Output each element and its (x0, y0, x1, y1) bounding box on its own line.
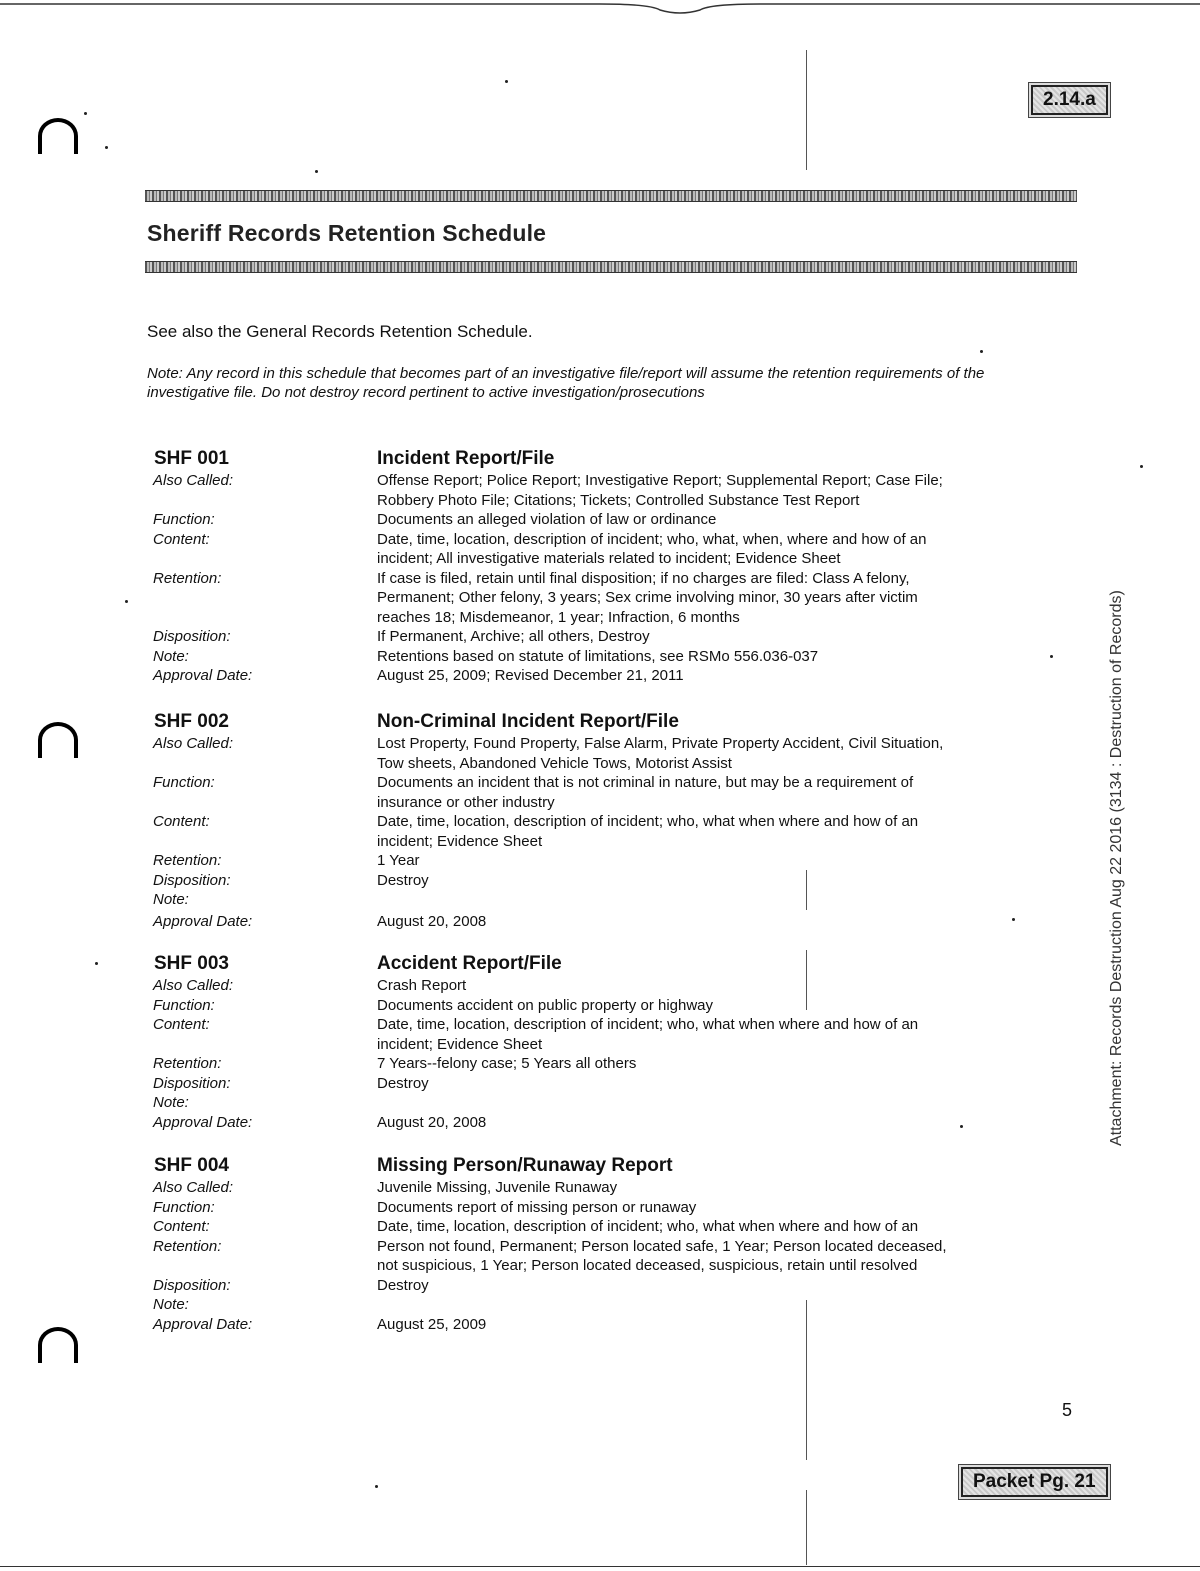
field-label: Note: (153, 647, 189, 665)
record-code: SHF 002 (154, 711, 229, 732)
field-value (377, 1093, 1017, 1113)
record-title: Non-Criminal Incident Report/File (377, 711, 679, 732)
field-label: Also Called: (153, 735, 234, 752)
scan-speck (375, 1485, 378, 1488)
field-value: Date, time, location, description of incident; who, what, when, where and how of an (377, 530, 927, 548)
record-shf-001 (147, 448, 1067, 686)
page-title: Sheriff Records Retention Schedule (147, 220, 547, 246)
scan-speck (95, 962, 98, 965)
record-title: Accident Report/File (377, 953, 562, 974)
header-rule-top (145, 190, 1077, 202)
packet-page-label: Packet Pg. 21 (961, 1467, 1108, 1497)
field-label: Function: (153, 774, 215, 791)
page-number: 5 (1062, 1400, 1073, 1420)
field-value: Destroy (377, 1276, 429, 1294)
field-value: Offense Report; Police Report; Investigative Report; Supplemental Report; Case File; (377, 472, 943, 489)
field-label: Note: (153, 1296, 189, 1313)
field-label: Function: (153, 511, 215, 528)
field-value: Crash Report (377, 977, 467, 994)
field-label: Content: (153, 1218, 210, 1235)
scan-speck (84, 112, 87, 115)
field-label: Function: (153, 996, 215, 1014)
field-label: Also Called: (153, 1179, 234, 1196)
field-value (377, 1295, 1017, 1315)
field-value: Date, time, location, description of incident; who, what when where and how of an (377, 1016, 919, 1033)
field-value: 1 Year (377, 852, 420, 869)
field-label: Content: (153, 1016, 210, 1033)
field-value: incident; Evidence Sheet (377, 832, 543, 850)
record-shf-003 (147, 953, 1067, 1132)
punch-hole-top (38, 118, 78, 154)
field-value: not suspicious, 1 Year; Person located deceased, suspicious, retain until resolved (377, 1257, 918, 1274)
field-value: August 25, 2009; Revised December 21, 2011 (377, 667, 684, 684)
field-value: incident; All investigative materials related to incident; Evidence Sheet (377, 550, 841, 567)
field-label: Disposition: (153, 1074, 231, 1092)
scan-speck (1140, 465, 1143, 468)
field-value: Retentions based on statute of limitations, see RSMo 556.036-037 (377, 647, 819, 665)
scan-speck (1050, 655, 1053, 658)
scan-speck (315, 170, 318, 173)
field-label: Disposition: (153, 1276, 231, 1294)
page-bottom-edge (0, 1566, 1200, 1567)
packet-page-badge (958, 1464, 1111, 1500)
field-value: Documents an alleged violation of law or ordinance (377, 511, 717, 528)
field-value: Documents report of missing person or runaway (377, 1198, 697, 1216)
record-code: SHF 003 (154, 953, 229, 974)
field-value: If Permanent, Archive; all others, Destroy (377, 628, 650, 645)
field-label: Approval Date: (153, 912, 253, 930)
field-value: reaches 18; Misdemeanor, 1 year; Infraction, 6 months (377, 608, 740, 626)
field-value: Robbery Photo File; Citations; Tickets; Controlled Substance Test Report (377, 491, 860, 509)
see-also-text: See also the General Records Retention Schedule. (147, 322, 533, 341)
field-value: Date, time, location, description of incident; who, what when where and how of an (377, 1218, 919, 1235)
field-value: Documents accident on public property or highway (377, 996, 714, 1014)
punch-hole-middle (38, 722, 78, 758)
field-label: Retention: (153, 569, 222, 587)
scan-speck (125, 600, 128, 603)
field-value: Person not found, Permanent; Person located safe, 1 Year; Person located deceased, (377, 1237, 947, 1255)
field-value: 7 Years--felony case; 5 Years all others (377, 1055, 637, 1072)
field-value: Destroy (377, 871, 429, 889)
record-shf-004 (147, 1155, 1067, 1334)
record-title: Incident Report/File (377, 448, 555, 469)
field-label: Approval Date: (153, 1113, 253, 1131)
field-label: Disposition: (153, 871, 231, 889)
field-value: Date, time, location, description of incident; who, what when where and how of an (377, 813, 919, 830)
field-value: Tow sheets, Abandoned Vehicle Tows, Motorist Assist (377, 754, 732, 772)
record-code: SHF 004 (154, 1155, 229, 1176)
field-label: Note: (153, 891, 189, 908)
field-value: If case is filed, retain until final disposition; if no charges are filed: Class A felony, (377, 569, 910, 587)
field-value: insurance or other industry (377, 793, 555, 811)
field-label: Content: (153, 813, 210, 830)
header-rule-bottom (145, 261, 1077, 273)
field-label: Retention: (153, 1237, 222, 1255)
field-value (377, 890, 1017, 910)
scan-speck (505, 80, 508, 83)
field-label: Approval Date: (153, 1315, 253, 1333)
field-label: Disposition: (153, 628, 231, 645)
field-label: Also Called: (153, 472, 234, 489)
agenda-item-label: 2.14.a (1031, 85, 1108, 115)
field-value: August 20, 2008 (377, 912, 487, 930)
field-label: Retention: (153, 852, 222, 869)
field-value: Destroy (377, 1074, 429, 1092)
field-value: incident; Evidence Sheet (377, 1035, 543, 1053)
field-label: Also Called: (153, 977, 234, 994)
field-value: Juvenile Missing, Juvenile Runaway (377, 1179, 618, 1196)
field-label: Function: (153, 1198, 215, 1216)
field-value: Permanent; Other felony, 3 years; Sex crime involving minor, 30 years after victim (377, 589, 918, 606)
field-value: August 20, 2008 (377, 1113, 487, 1131)
field-label: Retention: (153, 1055, 222, 1072)
field-label: Content: (153, 530, 210, 548)
field-value: Documents an incident that is not criminal in nature, but may be a requirement of (377, 774, 914, 791)
record-title: Missing Person/Runaway Report (377, 1155, 673, 1176)
field-label: Approval Date: (153, 667, 253, 684)
record-code: SHF 001 (154, 448, 229, 469)
scan-line (806, 50, 807, 170)
record-shf-002 (147, 711, 1067, 931)
scan-speck (980, 350, 983, 353)
field-value: August 25, 2009 (377, 1315, 487, 1333)
scan-speck (960, 1125, 963, 1128)
attachment-side-caption: Attachment: Records Destruction Aug 22 2016 (3134 : Destruction of Records) (1108, 590, 1125, 1146)
agenda-item-badge (1028, 82, 1111, 118)
scan-speck (1012, 918, 1015, 921)
field-label: Note: (153, 1094, 189, 1111)
schedule-note: Note: Any record in this schedule that becomes part of an investigative file/report will assume the retention requirements of the investigative file. Do not destroy record pertinent to active investigation/prosecutions (147, 365, 985, 401)
scan-line (806, 1490, 807, 1565)
scan-speck (105, 146, 108, 149)
page-top-edge (0, 0, 1200, 20)
field-value: Lost Property, Found Property, False Alarm, Private Property Accident, Civil Situation, (377, 735, 944, 752)
punch-hole-bottom (38, 1327, 78, 1363)
